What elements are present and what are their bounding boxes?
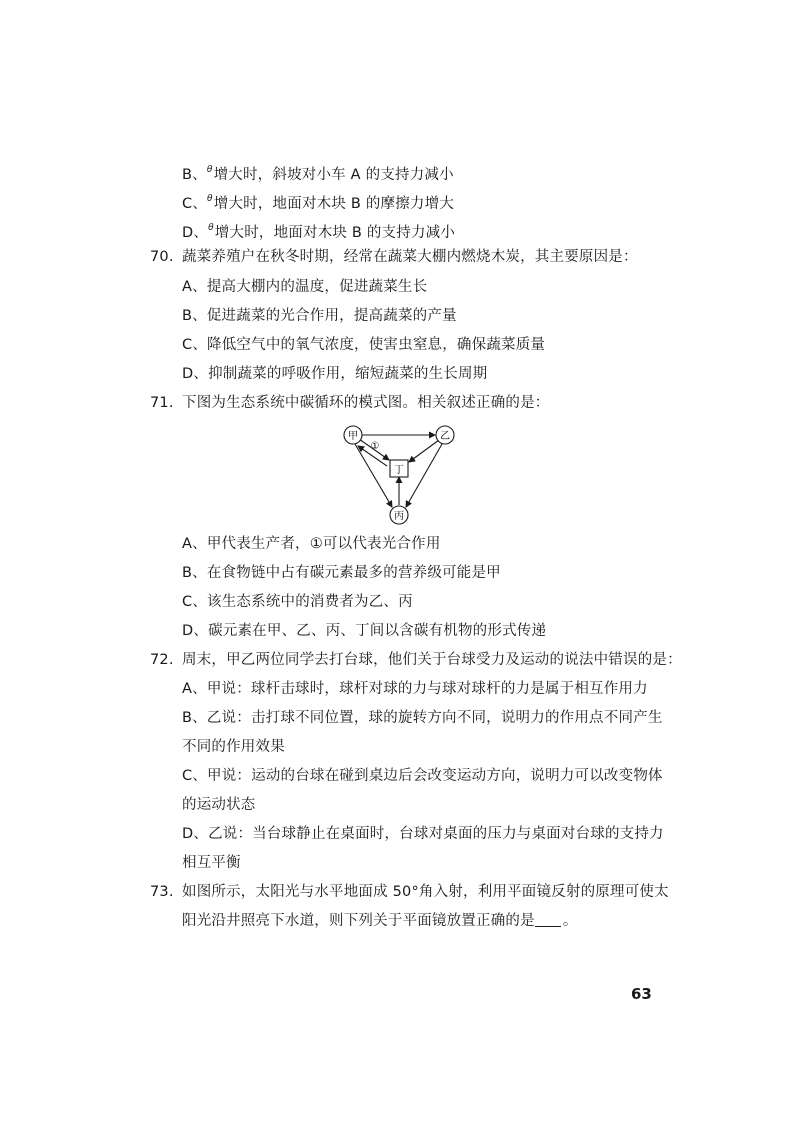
q73-stem-line1: 如图所示，太阳光与水平地面成 50°角入射，利用平面镜反射的原理可使太	[182, 884, 669, 900]
q71-option-c: C、该生态系统中的消费者为乙、丙	[182, 594, 413, 610]
q72-stem-text: 周末，甲乙两位同学去打台球，他们关于台球受力及运动的说法中错误的是：	[182, 652, 682, 668]
theta-symbol: θ	[208, 223, 214, 233]
q72-option-b-continued: 不同的作用效果	[182, 739, 285, 755]
q73-stem-continued	[182, 911, 578, 931]
arrow-jia-to-bing	[355, 444, 392, 507]
q71-stem-text: 下图为生态系统中碳循环的模式图。相关叙述正确的是：	[182, 395, 550, 411]
q72-option-d: D、乙说：当台球静止在桌面时，台球对桌面的压力与桌面对台球的支持力	[182, 826, 664, 842]
q70-option-d: D、抑制蔬菜的呼吸作用，缩短蔬菜的生长周期	[182, 366, 488, 382]
q69-option-c-letter: C、	[182, 196, 208, 212]
q69-option-b-text: 增大时，斜坡对小车 A 的支持力减小	[213, 167, 454, 183]
arrow-yi-to-ding	[409, 440, 439, 462]
q72-option-c: C、甲说：运动的台球在碰到桌边后会改变运动方向，说明力可以改变物体	[182, 768, 663, 784]
q73-number: 73.	[150, 884, 174, 900]
q69-option-b-letter: B、	[182, 167, 207, 183]
q70-option-a: A、提高大棚内的温度，促进蔬菜生长	[182, 279, 428, 295]
q71-option-d: D、碳元素在甲、乙、丙、丁间以含碳有机物的形式传递	[182, 623, 547, 639]
q69-option-c-text: 增大时，地面对木块 B 的摩擦力增大	[213, 196, 455, 212]
q69-option-d-text: 增大时，地面对木块 B 的支持力减小	[214, 225, 456, 241]
q69-option-d-letter: D、	[182, 225, 209, 241]
arrow-yi-to-bing	[406, 444, 442, 507]
page-number: 63	[631, 985, 652, 1003]
q69-option-c	[182, 189, 454, 214]
node-yi-label: 乙	[440, 431, 450, 442]
node-bing	[390, 506, 408, 524]
q71-option-b: B、在食物链中占有碳元素最多的营养级可能是甲	[182, 565, 501, 581]
arrow-label-1: ①	[370, 441, 380, 452]
q72-option-a: A、甲说：球杆击球时，球杆对球的力与球对球杆的力是属于相互作用力	[182, 681, 648, 697]
q70-stem-text: 蔬菜养殖户在秋冬时期，经常在蔬菜大棚内燃烧木炭，其主要原因是：	[182, 249, 638, 265]
q69-option-d	[182, 218, 455, 243]
carbon-cycle-diagram	[335, 422, 465, 528]
q72-number: 72.	[150, 652, 174, 668]
theta-symbol: θ	[206, 165, 213, 175]
q70-option-b: B、促进蔬菜的光合作用，提高蔬菜的产量	[182, 308, 457, 324]
answer-blank	[535, 912, 561, 927]
q72-option-b: B、乙说：击打球不同位置，球的旋转方向不同，说明力的作用点不同产生	[182, 710, 663, 726]
q72-option-c-continued: 的运动状态	[182, 797, 256, 813]
node-jia	[344, 426, 362, 444]
node-yi	[436, 426, 454, 444]
q71-number: 71.	[150, 395, 174, 411]
q69-option-b	[182, 160, 454, 185]
theta-symbol: θ	[207, 194, 213, 204]
q72-option-d-continued: 相互平衡	[182, 855, 241, 871]
q73-stem-line2: 阳光沿井照亮下水道，则下列关于平面镜放置正确的是	[182, 913, 535, 929]
node-ding	[390, 460, 408, 477]
node-jia-label: 甲	[348, 431, 358, 442]
q70-option-c: C、降低空气中的氧气浓度，使害虫窒息，确保蔬菜质量	[182, 337, 546, 353]
q73-stem-end: 。	[562, 913, 578, 929]
q70-number: 70.	[150, 249, 174, 265]
node-ding-label: 丁	[394, 465, 404, 476]
q71-option-a: A、甲代表生产者，①可以代表光合作用	[182, 536, 441, 552]
node-bing-label: 丙	[394, 511, 404, 522]
